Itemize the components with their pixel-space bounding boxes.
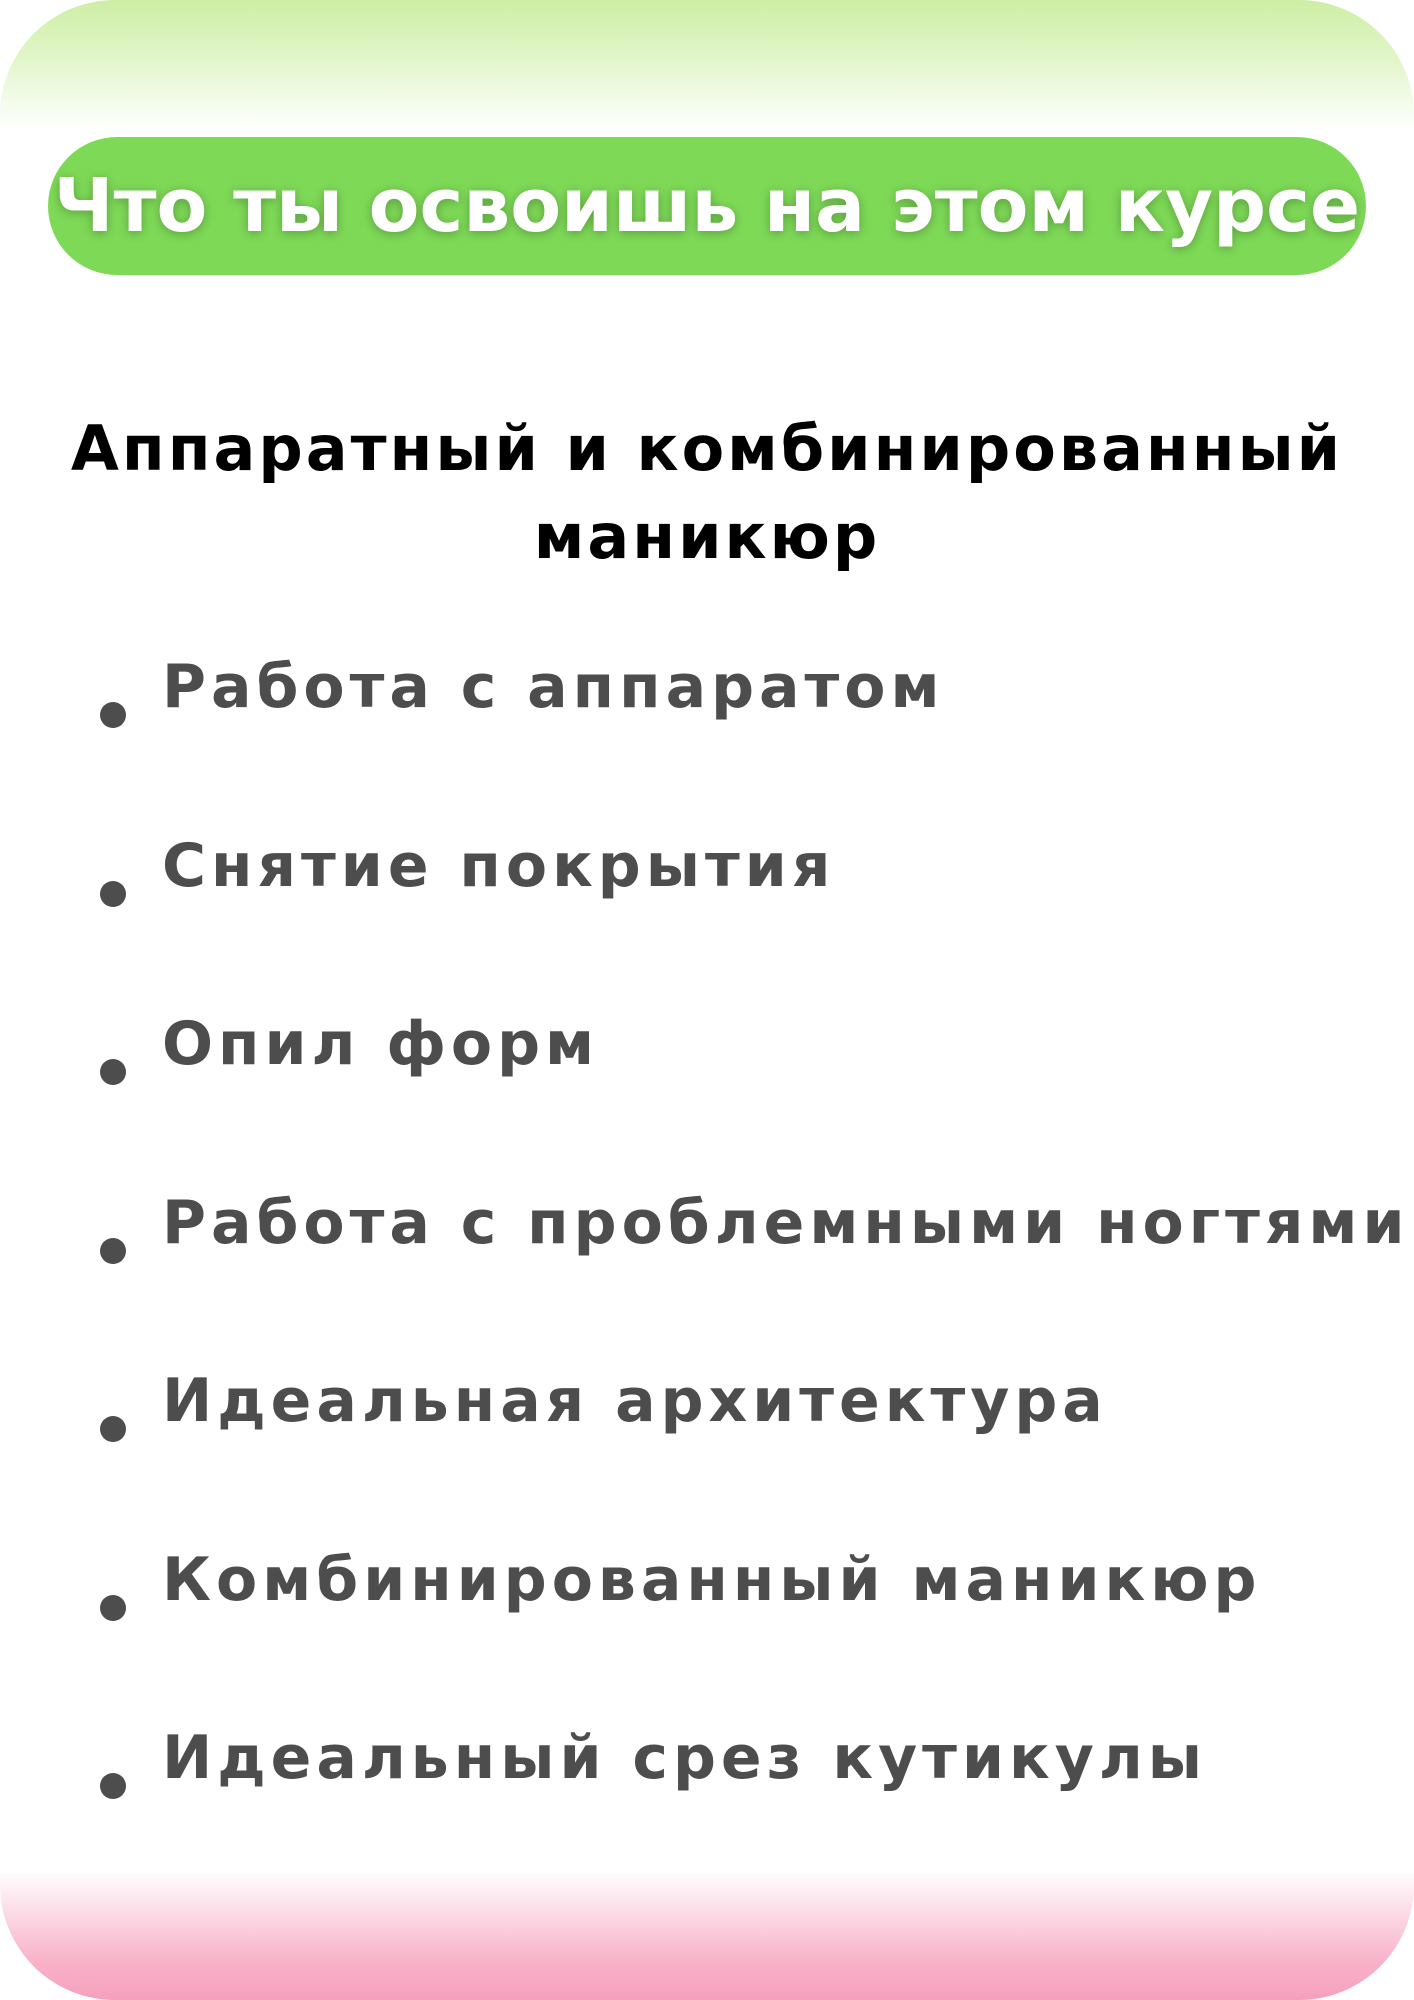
topics-list (100, 652, 1410, 1910)
list-item-label: Идеальный срез кутикулы (162, 1723, 1208, 1793)
list-item-label: Снятие покрытия (162, 830, 836, 901)
list-item-label: Работа с аппаратом (162, 652, 945, 722)
bullet-icon (100, 1773, 126, 1799)
list-item (100, 1723, 1409, 1910)
page-title: Что ты освоишь на этом курсе (53, 163, 1361, 249)
list-item-label: Комбинированный маникюр (162, 1544, 1262, 1615)
list-item-label: Идеальная архитектура (162, 1366, 1108, 1436)
bullet-icon (100, 881, 126, 907)
bullet-icon (100, 1416, 126, 1442)
course-subtitle: Аппаратный и комбинированный маникюр (70, 412, 1344, 573)
list-item-label: Опил форм (162, 1009, 600, 1079)
title-banner (48, 137, 1366, 275)
bullet-icon (100, 1238, 126, 1264)
list-item-label: Работа с проблемными ногтями (162, 1187, 1410, 1258)
bullet-icon (100, 1595, 126, 1621)
bullet-icon (100, 1059, 126, 1085)
bullet-icon (100, 702, 126, 728)
